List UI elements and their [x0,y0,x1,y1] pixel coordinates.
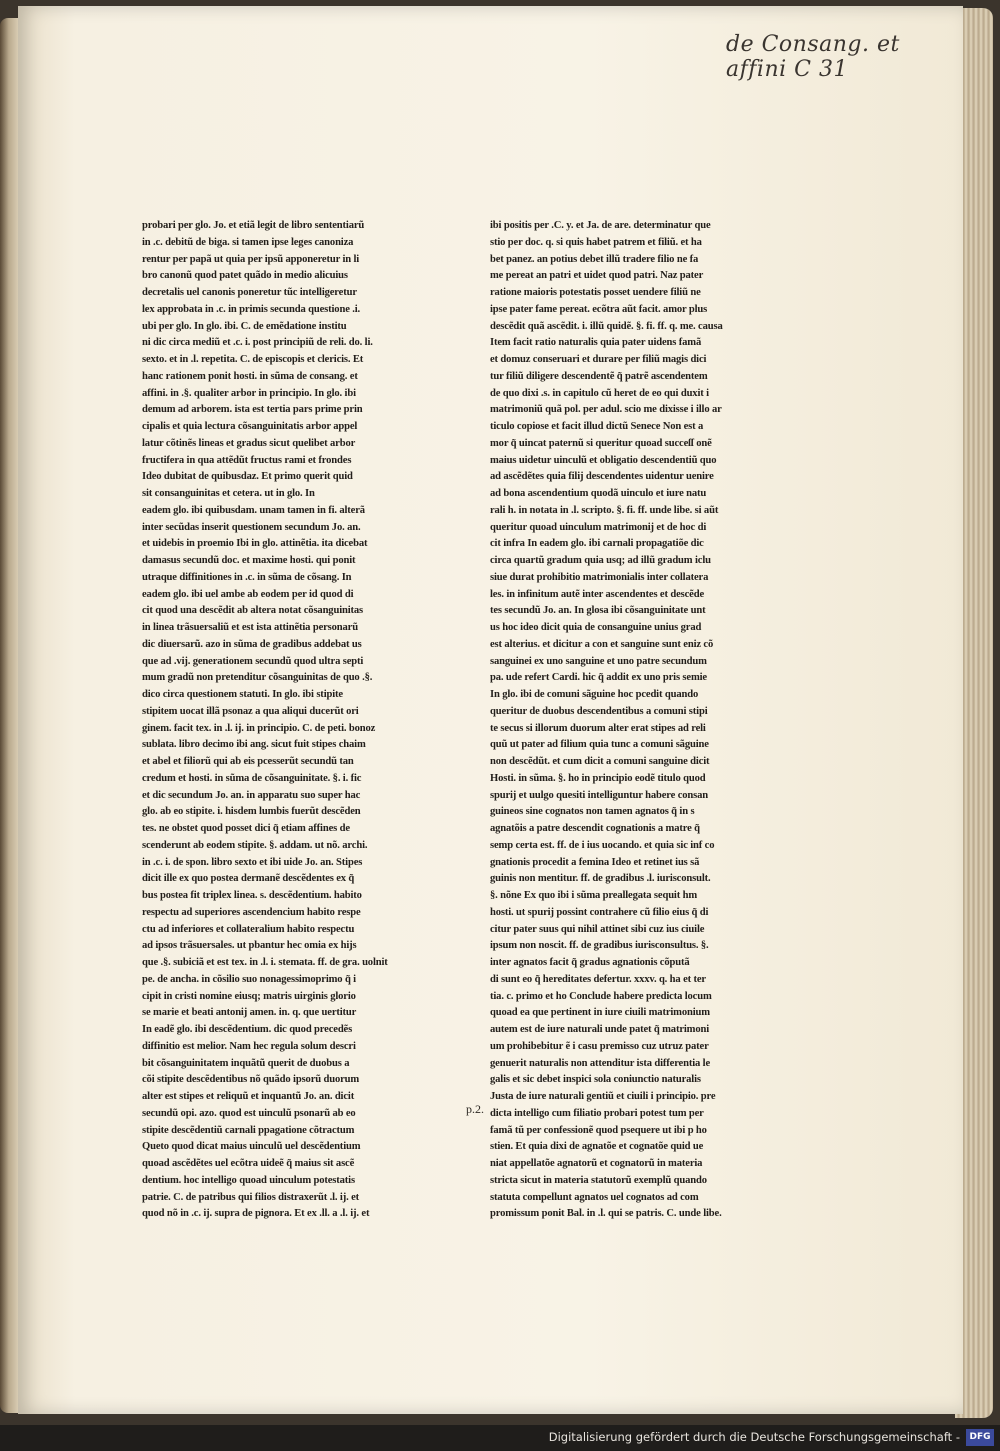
text-line: cõi stipite descẽdentibus nõ quãdo ipsorũ duorum [142,1074,360,1086]
text-line: ni dic circa mediũ et .c. i. post principiũ de reli. do. li. [142,337,373,349]
text-line: descẽdit quã ascẽdit. i. illũ quidẽ. §. fi. ff. q. me. causa [490,320,723,332]
text-line: ad ipsos trãsuersales. ut pbantur hec omia ex hijs [142,940,357,952]
text-line: quoad ea que pertinent in iure ciuili matrimonium [490,1007,710,1019]
text-line: guinis non mentitur. ff. de gradibus .l. iurisconsult. [490,873,711,885]
text-line: ratione maioris potestatis posset uendere filiũ ne [490,287,701,298]
text-line: diffinitio est melior. Nam hec regula solum descri [142,1040,356,1052]
text-line: se marie et beati antonij amen. in. q. que uertitur [142,1007,357,1019]
text-line: circa quartũ gradum quia usq; ad illũ gradum iclu [490,555,711,566]
text-line: queritur quoad uinculum matrimonij et de hoc di [490,521,707,533]
text-line: latur cõtinẽs lineas et gradus sicut quelibet arbor [142,437,356,449]
text-line: stipite descẽdentiũ carnali ppagatione cõtractum [142,1124,355,1136]
signature-mark: p.2. [466,1102,484,1116]
text-line: tur filiũ diligere descendentẽ q̃ patrẽ ascendentem [490,370,708,382]
text-line: et abel et filiorũ qui ab eis pcesserũt secundũ tan [142,756,354,767]
text-line: ubi per glo. In glo. ibi. C. de emẽdatione institu [142,320,347,332]
text-line: pe. de ancha. in cõsilio suo nonagessimoprimo q̃ i [142,973,356,985]
footer-credit: Digitalisierung gefördert durch die Deutsche Forschungsgemeinschaft - [548,1430,960,1444]
text-line: dicta intelligo cum filiatio probari potest tum per [490,1107,704,1119]
text-line: ctu ad inferiores et collateralium habito respectu [142,923,355,935]
text-line: gnationis procedit a femina Ideo et retinet ius sã [490,856,700,868]
text-line: stien. Et quia dixi de agnatõe et cognatõe quid ue [490,1141,704,1153]
text-line: agnatõis a patre descendit cognationis a matre q̃ [490,823,700,834]
text-line: quod nõ in .c. ij. supra de pignora. Et ex .ll. a .l. ij. et [142,1208,370,1220]
text-line: affini. in .§. qualiter arbor in principio. In glo. ibi [142,387,356,399]
text-line: guineos sine cognatos non tamen agnatos q̃ in s [490,806,695,818]
text-line: patrie. C. de patribus qui filios distraxerũt .l. ij. et [142,1191,360,1203]
text-line: genuerit naturalis non attenditur ista differentia le [490,1057,711,1069]
text-line: di sunt eo q̃ hereditates defertur. xxxv. q. ha et ter [490,973,706,985]
text-line: citur pater suus qui nihil attinet sibi cuz ius ciuile [490,923,705,935]
text-line: ipsum non noscit. ff. de gradibus iurisconsultus. §. [490,940,709,952]
text-line: eadem glo. ibi quibusdam. unam tamen in fi. alterã [142,504,365,516]
text-line: ad bona ascendentium quodã uinculo et iure natu [490,488,707,499]
text-line: que ad .vij. generationem secundũ quod ultra septi [142,655,364,667]
text-line: ginem. facit tex. in .l. ij. in principio. C. de peti. bonoz [142,722,376,734]
text-line: bus postea fit triplex linea. s. descẽdentium. habito [142,890,362,901]
text-line: scenderunt ab eodem stipite. §. addam. ut nõ. archi. [142,839,368,851]
text-line: pa. ude refert Cardi. hic q̃ addit ex uno pris semie [490,672,707,684]
footer-bar [0,1425,1000,1451]
text-line: et dic secundum Jo. an. in apparatu suo super hac [142,789,361,801]
text-line: sexto. et in .l. repetita. C. de episcopis et clericis. Et [142,354,364,365]
text-line: respectu ad superiores ascendencium habito respe [142,906,361,918]
text-line: tes secundũ Jo. an. In glosa ibi cõsanguinitate unt [490,605,706,617]
text-line: queritur de duobus descendentibus a comuni stipi [490,705,708,717]
text-line: cit quod una descẽdit ab altera notat cõsanguinitas [142,605,364,617]
text-line: quoad ascẽdẽtes uel ecõtra uideẽ q̃ maius sit ascẽ [142,1158,355,1169]
text-line: dico circa questionem statuti. In glo. ibi stipite [142,689,343,700]
text-line: in .c. i. de spon. libro sexto et ibi uide Jo. an. Stipes [142,856,363,868]
text-line: bet panez. an potius debet illũ tradere filio ne fa [490,253,699,265]
text-line: spurij et uulgo quesiti intelliguntur habere consan [490,789,708,801]
text-line: et uidebis in proemio Ibi in glo. attinẽtia. ita dicebat [142,538,368,550]
text-line: bro canonũ quod patet quãdo in medio alicuius [142,270,348,282]
text-line: cipalis et quia lectura cõsanguinitatis arbor appel [142,421,358,432]
text-line: maius uidetur uinculũ et obligatio descendentiũ quo [490,454,717,466]
text-line: Item facit ratio naturalis quia pater uidens famã [490,337,702,349]
text-line: stricta sicut in materia statutorũ exemplũ quando [490,1174,707,1186]
text-line: um prohibebitur ẽ i casu premisso cuz utruz pater [490,1040,709,1052]
text-line: sanguinei ex uno sanguine et uno patre secundum [490,655,707,667]
text-line: sit consanguinitas et cetera. ut in glo. In [142,488,315,499]
text-line: dentium. hoc intelligo quoad uinculum potestatis [142,1174,355,1186]
text-line: ibi positis per .C. y. et Ja. de are. determinatur que [490,220,711,231]
text-line: credum et hosti. in sũma de cõsanguinitate. §. i. fic [142,772,362,784]
text-line: Ideo dubitat de quibusdaz. Et primo querit quid [142,471,353,483]
text-line: dic diuersarũ. azo in sũma de gradibus addebat us [142,638,362,650]
text-line: inter agnatos facit q̃ gradus agnationis cõputã [490,957,690,968]
text-line: utraque diffinitiones in .c. in sũma de cõsang. In [142,571,352,583]
text-line: alter est stipes et reliquũ et inquantũ Jo. an. dicit [142,1091,355,1102]
text-column-right [490,218,750,1223]
text-line: dicit ille ex quo postea dermanẽ descẽdentes ex q̃ [142,873,355,885]
text-line: ad ascẽdẽtes quia filij descendentes uidentur uenire [490,471,714,483]
text-line: que .§. subiciã et est tex. in .l. i. stemata. ff. de gra. uolnit [142,957,388,968]
text-line: galis et sic debet inspici sola coniunctio naturalis [490,1074,701,1086]
text-line: non descẽdũt. et cum dicit a comuni sanguine dicit [490,756,710,767]
text-line: famã tũ per confessionẽ quod psequere ut ibi p ho [490,1124,707,1136]
text-line: rali h. in notata in .l. scripto. §. fi. ff. unde libe. si aũt [490,504,719,516]
text-line: quũ ut pater ad filium quia tunc a comuni sãguine [490,739,709,751]
dfg-logo: DFG [966,1429,994,1446]
text-line: Queto quod dicat maius uinculũ uel descẽdentium [142,1141,361,1153]
text-line: In eadẽ glo. ibi descẽdentium. dic quod precedẽs [142,1024,353,1035]
text-line: de quo dixi .s. in capitulo cũ heret de eo qui duxit i [490,387,709,399]
text-line: cipit in cristi nomine eiusq; matris uirginis glorio [142,990,356,1002]
manuscript-page [18,6,963,1414]
text-line: damasus secundũ doc. et maxime hosti. qui ponit [142,555,356,566]
text-line: statuta compellunt agnatos uel cognatos ad com [490,1191,699,1203]
text-line: les. in infinitum autẽ inter ascendentes et descẽde [490,588,705,600]
text-line: us hoc ideo dicit quia de consanguine unius grad [490,622,702,633]
text-line: niat appellatõe agnatorũ et cognatorũ in materia [490,1158,703,1169]
text-line: autem est de iure naturali unde patet q̃ matrimoni [490,1024,710,1035]
text-line: Hosti. in sũma. §. ho in principio eodẽ titulo quod [490,772,706,784]
text-line: stipitem uocat illã psonaz a qua aliqui ducerũt ori [142,705,359,717]
text-line: decretalis uel canonis poneretur tũc intelligeretur [142,287,357,298]
text-line: rentur per papã ut quia per ipsũ apponeretur in li [142,253,360,265]
text-line: tes. ne obstet quod posset dici q̃ etiam affines de [142,823,350,834]
text-line: hanc rationem ponit hosti. in sũma de consang. et [142,370,358,382]
text-line: in linea trãsuersaliũ et est ista attinẽtia personarũ [142,622,358,633]
text-line: ticulo copiose et facit illud dictũ Senece Non est a [490,421,704,432]
text-line: secundũ opi. azo. quod est uinculũ psonarũ ab eo [142,1107,356,1119]
text-line: mum gradũ non pretenditur cõsanguinitas de quo .§. [142,672,373,684]
text-line: Justa de iure naturali gentiũ et ciuili i principio. pre [490,1091,716,1102]
text-line: promissum ponit Bal. in .l. qui se patris. C. unde libe. [490,1208,722,1220]
text-line: demum ad arborem. ista est tertia pars prime prin [142,404,363,416]
text-line: §. nõne Ex quo ibi i sũma preallegata sequit hm [490,890,698,901]
text-line: ipse pater fame pereat. ecõtra aũt facit. amor plus [490,303,708,315]
text-line: siue durat prohibitio matrimonialis inter collatera [490,571,709,583]
text-line: semp certa est. ff. de i ius uocando. et quia sic inf co [490,839,715,851]
text-line: in .c. debitũ de biga. si tamen ipse leges canoniza [142,236,354,248]
text-line: tia. c. primo et ho Conclude habere predicta locum [490,990,712,1002]
text-line: fructifera in qua attẽdũt fructus rami et frondes [142,454,352,466]
text-line: inter secũdas inserit questionem secundum Jo. an. [142,521,361,533]
text-line: est alterius. et dicitur a con et sanguine sunt eniz cõ [490,638,714,650]
text-line: In glo. ibi de comuni sãguine hoc pcedit quando [490,689,699,700]
text-line: glo. ab eo stipite. i. hisdem lumbis fuerũt descẽden [142,806,361,818]
text-line: stio per doc. q. si quis habet patrem et filiũ. et ha [490,236,702,248]
text-line: mor q̃ uincat paternũ si queritur quoad succeſſ onẽ [490,437,712,449]
text-line: hosti. ut spurij possint contrahere cũ filio eius q̃ di [490,906,709,918]
text-line: matrimoniũ quã pol. per adul. scio me dixisse i illo ar [490,404,722,416]
text-line: lex approbata in .c. in primis secunda questione .i. [142,303,361,315]
text-line: me pereat an patri et uidet quod patri. Naz pater [490,270,704,282]
text-column-left [142,218,392,1223]
text-line: sublata. libro decimo ibi ang. sicut fuit stipes chaim [142,739,366,751]
text-line: te secus si illorum duorum alter erat stipes ad reli [490,722,706,734]
handwritten-margin-note: de Consang. et affini C 31 [726,32,900,82]
text-line: eadem glo. ibi uel ambe ab eodem per id quod di [142,588,354,600]
text-line: probari per glo. Jo. et etiã legit de libro sententiarũ [142,220,365,231]
text-line: et domuz conseruari et durare per filiũ magis dici [490,354,707,365]
text-line: cit infra In eadem glo. ibi carnali propagatiõe dic [490,538,704,550]
text-line: bit cõsanguinitatem inquãtũ querit de duobus a [142,1057,350,1069]
